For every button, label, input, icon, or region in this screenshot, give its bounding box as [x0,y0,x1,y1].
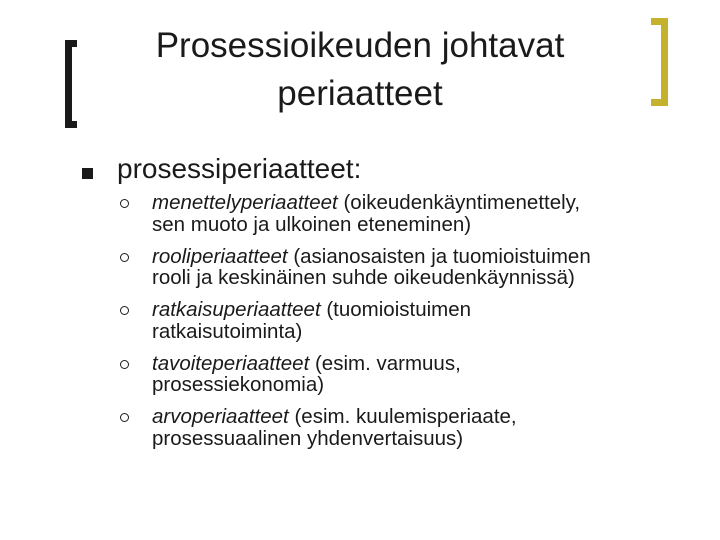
circle-bullet-icon [120,306,129,315]
slide-title [90,22,630,118]
subitem-line-2: rooli ja keskinäinen suhde oikeudenkäynnissä) [152,266,575,289]
list-item [116,299,676,342]
subitem-description: (esim. kuulemisperiaate, [288,405,517,428]
subitem-line-1 [152,353,676,375]
main-bullet-text: prosessiperiaatteet: [117,153,362,184]
list-item [116,246,676,289]
square-bullet-icon [82,168,93,179]
list-item [116,192,676,235]
subitem-line-1 [152,246,676,268]
slide-title-line-1: Prosessioikeuden johtavat [155,26,565,65]
subitem-term: rooliperiaatteet [152,244,288,268]
circle-bullet-icon [120,199,129,208]
subitem-term: ratkaisuperiaatteet [152,298,321,321]
subitem-term: arvoperiaatteet [152,405,289,428]
subitem-line-2: prosessuaalinen yhdenvertaisuus) [152,426,464,450]
subitem-line-1 [152,299,676,321]
subitem-line-2: ratkaisutoiminta) [152,319,303,343]
subitem-term: menettelyperiaatteet [152,191,338,214]
subitem-description: (tuomioistuimen [320,298,472,321]
subitem-description: (asianosaisten ja tuomioistuimen [287,244,591,268]
circle-bullet-icon [120,253,129,262]
subitem-line-1 [152,192,676,214]
right-bracket-decoration [651,18,668,106]
circle-bullet-icon [120,413,129,422]
subitem-description: (esim. varmuus, [309,351,461,375]
circle-bullet-icon [120,360,129,369]
list-item [116,353,676,396]
subitem-line-2: prosessiekonomia) [152,373,325,396]
subitem-line-1 [152,406,676,428]
subitem-term: tavoiteperiaatteet [152,351,310,375]
slide-title-line-2: periaatteet [277,74,443,113]
subitem-list [116,192,676,460]
left-bracket-decoration [65,40,77,128]
subitem-description: (oikeudenkäyntimenettely, [337,191,581,214]
list-item [116,406,676,449]
subitem-line-2: sen muoto ja ulkoinen eteneminen) [152,212,472,236]
